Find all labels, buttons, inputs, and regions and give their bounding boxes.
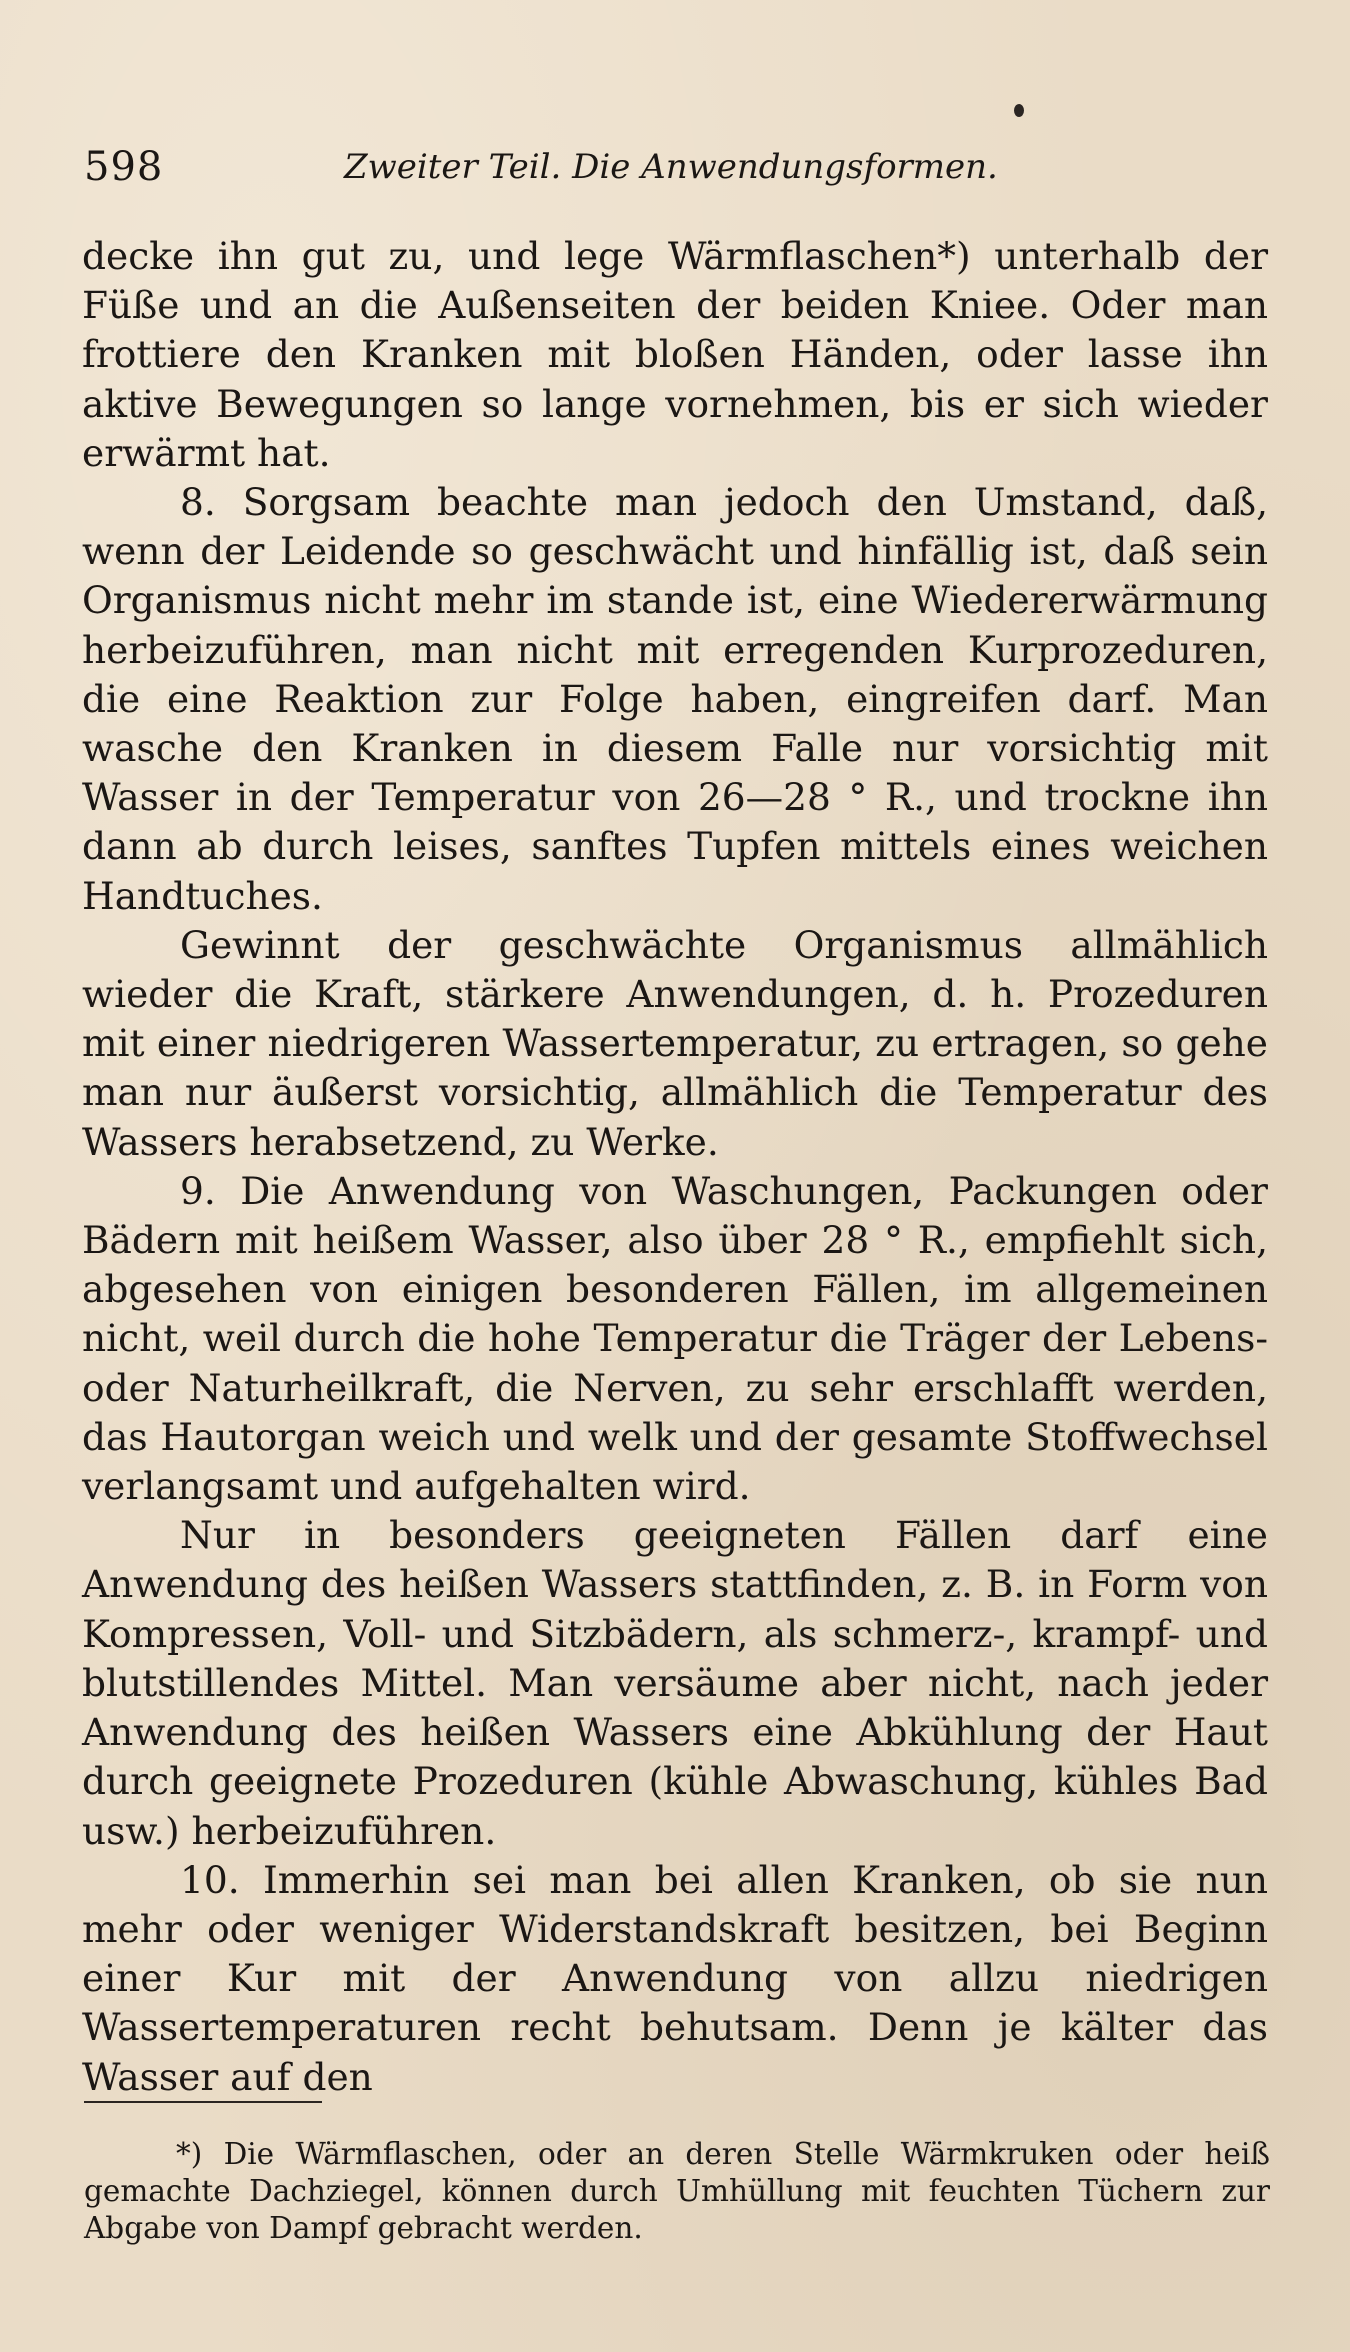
paragraph-9: 9. Die Anwendung von Waschungen, Packungen oder Bädern mit heißem Wasser, also über 28 ° R., empfiehlt sich, abgesehen von einigen besonderen Fällen, im allgemeinen nicht, weil durch die hohe Temperatur die Träger der Lebens- oder Naturheilkraft, die Nerven, zu sehr erschlafft werden, das Hautorgan weich und welk und der gesamte Stoffwechsel verlangsamt und aufgehalten wird. (82, 1168, 1268, 1509)
paragraph-8-cont: Gewinnt der geschwächte Organismus allmählich wieder die Kraft, stärkere Anwendungen, d. h. Prozeduren mit einer niedrigeren Wassertemperatur, zu ertragen, so gehe man nur äußerst vorsichtig, allmählich die Temperatur des Wassers herabsetzend, zu Werke. (82, 922, 1268, 1164)
footnote: *) Die Wärmflaschen, oder an deren Stelle Wärmkruken oder heiß gemachte Dachziegel, können durch Umhüllung mit feuchten Tüchern zur Abgabe von Dampf gebracht werden. (84, 2137, 1270, 2245)
paragraph-10: 10. Immerhin sei man bei allen Kranken, ob sie nun mehr oder weniger Widerstandskraft besitzen, bei Beginn einer Kur mit der Anwendung von allzu niedrigen Wassertemperaturen recht behutsam. Denn je kälter das Wasser auf den (82, 1857, 1268, 2099)
paragraph-continuation: decke ihn gut zu, und lege Wärmflaschen*) unterhalb der Füße und an die Außenseiten der beiden Kniee. Oder man frottiere den Kranken mit bloßen Händen, oder lasse ihn aktive Bewegungen so lange vornehmen, bis er sich wieder erwärmt hat. (82, 234, 1268, 475)
page-header (84, 140, 1004, 194)
page-number: 598 (84, 144, 164, 190)
paragraph-8: 8. Sorgsam beachte man jedoch den Umstand, daß, wenn der Leidende so geschwächt und hinfällig ist, daß sein Organismus nicht mehr im stande ist, eine Wiedererwärmung herbeizuführen, man nicht mit erregenden Kurprozeduren, die eine Reaktion zur Folge haben, eingreifen darf. Man wasche den Kranken in diesem Falle nur vorsichtig mit Wasser in der Temperatur von 26—28 ° R., und trockne ihn dann ab durch leises, sanftes Tupfen mittels eines weichen Handtuches. (82, 480, 1268, 918)
body-text (82, 232, 1268, 2102)
footnote-rule (84, 2101, 322, 2103)
running-head: Zweiter Teil. Die Anwendungsformen. (344, 147, 998, 187)
ink-speck (1014, 104, 1024, 117)
paragraph-9-cont: Nur in besonders geeigneten Fällen darf eine Anwendung des heißen Wassers stattfinden, z. B. in Form von Kompressen, Voll- und Sitzbädern, als schmerz-, krampf- und blutstillendes Mittel. Man versäume aber nicht, nach jeder Anwendung des heißen Wassers eine Abkühlung der Haut durch geeignete Prozeduren (kühle Abwaschung, kühles Bad usw.) herbeizuführen. (82, 1513, 1268, 1853)
